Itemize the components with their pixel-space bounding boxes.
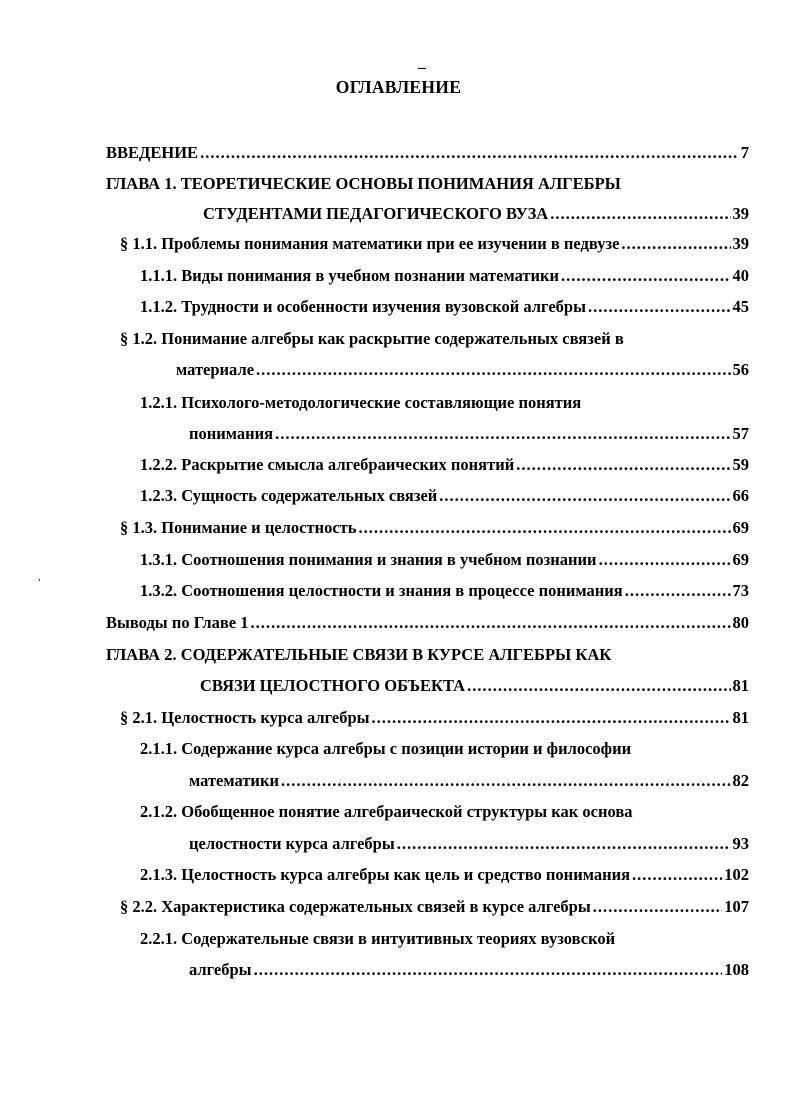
- toc-entry-text: 1.1.2. Трудности и особенности изучения вузовской алгебры: [140, 297, 586, 316]
- toc-entry-text: 1.1.1. Виды понимания в учебном познании математики: [140, 266, 560, 285]
- dot-leader: [550, 200, 730, 228]
- toc-section-1-2-line1[interactable]: § 1.2. Понимание алгебры как раскрытие содержательных связей в: [120, 329, 624, 348]
- dot-leader: [256, 356, 730, 384]
- toc-entry-text: 1.3.2. Соотношения целостности и знания в процессе понимания: [140, 581, 623, 600]
- toc-entry-page: 39: [732, 234, 749, 253]
- toc-entry-section-1-2-2[interactable]: [140, 451, 749, 479]
- header-dash: –: [418, 59, 426, 76]
- toc-entry-section-2-2[interactable]: [120, 893, 749, 921]
- toc-entry-section-1-3-1[interactable]: [140, 546, 749, 574]
- toc-entry-text: 1.2.2. Раскрытие смысла алгебраических понятий: [140, 455, 515, 474]
- toc-entry-section-1-2[interactable]: [176, 356, 749, 384]
- toc-entry-page: 59: [732, 455, 749, 474]
- toc-entry-section-2-1[interactable]: [120, 704, 749, 732]
- toc-section-2-2-1-line1[interactable]: 2.2.1. Содержательные связи в интуитивных теориях вузовской: [140, 929, 616, 948]
- dot-leader: [621, 230, 730, 258]
- dot-leader: [372, 704, 731, 732]
- dot-leader: [200, 139, 739, 167]
- dot-leader: [250, 609, 730, 637]
- toc-section-1-2-1-line1[interactable]: 1.2.1. Психолого-методологические составляющие понятия: [140, 393, 582, 412]
- toc-entry-text: 1.2.3. Сущность содержательных связей: [140, 486, 438, 505]
- toc-entry-intro[interactable]: [106, 139, 749, 167]
- dot-leader: [281, 767, 731, 795]
- dot-leader: [275, 420, 730, 448]
- toc-entry-page: 69: [732, 550, 749, 569]
- toc-chapter1-title-line1[interactable]: ГЛАВА 1. ТЕОРЕТИЧЕСКИЕ ОСНОВЫ ПОНИМАНИЯ АЛГЕБРЫ: [106, 174, 621, 193]
- dot-leader: [593, 893, 723, 921]
- dot-leader: [599, 546, 731, 574]
- toc-entry-text: материале: [176, 360, 255, 379]
- toc-entry-page: 82: [732, 771, 749, 790]
- dot-leader: [439, 482, 730, 510]
- toc-entry-text: СТУДЕНТАМИ ПЕДАГОГИЧЕСКОГО ВУЗА: [203, 204, 549, 223]
- toc-entry-page: 45: [732, 297, 749, 316]
- toc-entry-page: 81: [732, 708, 749, 727]
- toc-entry-section-1-1-1[interactable]: [140, 262, 749, 290]
- toc-entry-section-2-1-2[interactable]: [189, 830, 749, 858]
- toc-entry-chapter1[interactable]: [203, 200, 749, 228]
- toc-entry-page: 80: [732, 613, 749, 632]
- toc-entry-page: 81: [732, 676, 749, 695]
- toc-entry-chapter2[interactable]: [200, 672, 749, 700]
- toc-entry-section-1-1-2[interactable]: [140, 293, 749, 321]
- toc-entry-page: 73: [732, 581, 749, 600]
- toc-entry-text: ВВЕДЕНИЕ: [106, 143, 199, 162]
- dot-leader: [625, 577, 731, 605]
- toc-entry-section-1-2-3[interactable]: [140, 482, 749, 510]
- toc-entry-text: понимания: [189, 424, 274, 443]
- toc-entry-conclusions-1[interactable]: [106, 609, 749, 637]
- toc-entry-text: математики: [189, 771, 279, 790]
- toc-entry-text: § 2.1. Целостность курса алгебры: [120, 708, 370, 727]
- toc-entry-text: целостности курса алгебры: [189, 834, 395, 853]
- toc-entry-page: 57: [732, 424, 749, 443]
- margin-mark: ,: [38, 572, 41, 583]
- toc-entry-text: алгебры: [189, 960, 252, 979]
- toc-entry-section-1-1[interactable]: [120, 230, 749, 258]
- toc-entry-text: СВЯЗИ ЦЕЛОСТНОГО ОБЪЕКТА: [200, 676, 466, 695]
- dot-leader: [359, 514, 731, 542]
- dot-leader: [632, 861, 722, 889]
- toc-entry-text: § 1.1. Проблемы понимания математики при ее изучении в педвузе: [120, 234, 620, 253]
- toc-entry-page: 107: [724, 897, 749, 916]
- toc-entry-section-2-1-1[interactable]: [189, 767, 749, 795]
- toc-entry-section-2-1-3[interactable]: [140, 861, 749, 889]
- dot-leader: [516, 451, 730, 479]
- toc-entry-page: 66: [732, 486, 749, 505]
- toc-entry-text: § 2.2. Характеристика содержательных связей в курсе алгебры: [120, 897, 591, 916]
- toc-entry-section-1-3[interactable]: [120, 514, 749, 542]
- toc-entry-page: 93: [732, 834, 749, 853]
- toc-entry-page: 56: [732, 360, 749, 379]
- toc-entry-text: § 1.3. Понимание и целостность: [120, 518, 357, 537]
- dot-leader: [397, 830, 731, 858]
- toc-entry-page: 40: [732, 266, 749, 285]
- toc-entry-page: 102: [724, 865, 749, 884]
- dot-leader: [467, 672, 730, 700]
- toc-entry-text: Выводы по Главе 1: [106, 613, 249, 632]
- toc-entry-text: 1.3.1. Соотношения понимания и знания в учебном познании: [140, 550, 597, 569]
- toc-entry-section-1-2-1[interactable]: [189, 420, 749, 448]
- toc-entry-page: 7: [740, 143, 749, 162]
- toc-entry-section-2-2-1[interactable]: [189, 956, 749, 984]
- toc-entry-text: 2.1.3. Целостность курса алгебры как цель и средство понимания: [140, 865, 631, 884]
- toc-chapter2-title-line1[interactable]: ГЛАВА 2. СОДЕРЖАТЕЛЬНЫЕ СВЯЗИ В КУРСЕ АЛГЕБРЫ КАК: [106, 645, 612, 664]
- toc-entry-section-1-3-2[interactable]: [140, 577, 749, 605]
- toc-section-2-1-1-line1[interactable]: 2.1.1. Содержание курса алгебры с позиции истории и философии: [140, 739, 632, 758]
- toc-entry-page: 108: [724, 960, 749, 979]
- toc-entry-page: 39: [732, 204, 749, 223]
- dot-leader: [588, 293, 731, 321]
- toc-entry-page: 69: [732, 518, 749, 537]
- dot-leader: [254, 956, 723, 984]
- page-title: ОГЛАВЛЕНИЕ: [335, 77, 462, 97]
- dot-leader: [561, 262, 730, 290]
- toc-section-2-1-2-line1[interactable]: 2.1.2. Обобщенное понятие алгебраической структуры как основа: [140, 802, 633, 821]
